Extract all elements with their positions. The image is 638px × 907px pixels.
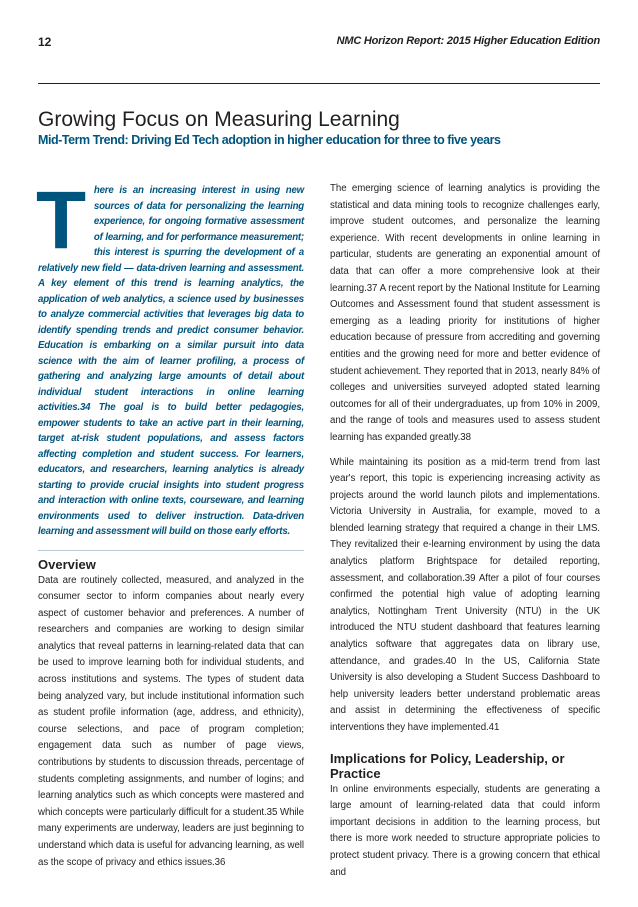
running-header: NMC Horizon Report: 2015 Higher Education Edition <box>336 35 600 47</box>
page-number: 12 <box>38 35 52 49</box>
policy-paragraph: In online environments especially, students are generating a large amount of learning-related data that could inform important decisions in addition to the learning process, but there is more work needed to structure appropriate policies to protect student privacy. There is a growing concern that ethical and <box>330 783 600 878</box>
section-title: Growing Focus on Measuring Learning <box>38 108 400 131</box>
right-column <box>330 183 600 889</box>
intro-paragraph <box>36 175 304 540</box>
drop-cap: T <box>36 175 86 266</box>
intro-text: here is an increasing interest in using new sources of data for personalizing the learning experience, for ongoing formative assessment of learning, and for performance measurement; this interest is spurring the development of a relatively new field — data-driven learning and assessment. A key element of this trend is learning analytics, the application of web analytics, a science used by businesses to analyze commercial activities that leverages big data to identify spending trends and predict consumer behavior. Education is embarking on a similar pursuit into data science with the aim of learner profiling, a process of gathering and analyzing large amounts of detail about individual student interactions in online learning activities.34 The goal is to build better pedagogies, empower students to take an active part in their learning, target at-risk student populations, and assess factors affecting completion and student success. For learners, educators, and researchers, learning analytics is already starting to provide crucial insights into student progress and interaction with online texts, courseware, and learning environments used to deliver instruction. Data-driven learning and assessment will build on those early efforts. <box>38 185 304 537</box>
left-column <box>36 175 304 879</box>
trend-paragraph: While maintaining its position as a mid-term trend from last year's report, this topic is experiencing increasing activity as projects around the world launch pilots and implementations. Victoria University in Australia, for example, moved to a blended learning strategy that required a change in their LMS. They revitalized their e-learning environment by using the data analytics platform Brightspace for detailed reporting, assessment, and collaboration.39 After a pilot of four courses confirmed the potential high value of adopting learning analytics, Nottingham Trent University (NTU) in the UK introduced the NTU student dashboard that features learning analytics software that aggregates data on library use, attendance, and grades.40 In the US, California State University is also developing a Student Success Dashboard to help university leaders better understand problematic areas and assist in determining the effectiveness of specific interventions they have implemented.41 <box>330 456 600 733</box>
overview-heading: Overview <box>38 550 304 572</box>
policy-heading: Implications for Policy, Leadership, or Practice <box>330 750 565 781</box>
header-rule <box>38 83 600 84</box>
analytics-paragraph: The emerging science of learning analytics is providing the statistical and data mining tools to recognize challenges early, improve student outcomes, and personalize the learning experience. With recent developments in online learning in particular, students are generating an exponential amount of data that can offer a more comprehensive look at their learning.37 A recent report by the National Institute for Learning Outcomes and Assessment found that student assessment is emerging as a leading priority for institutions of higher education because of pressure from accrediting and governing entities and the growing need for more and better evidence of student achievement. They reported that in 2013, nearly 84% of colleges and universities surveyed adopted stated learning outcomes for all of their undergraduates, up from 10% in 2009, and the range of tools and measures used to assess student learning has expanded greatly.38 <box>330 183 600 443</box>
section-subtitle: Mid-Term Trend: Driving Ed Tech adoption in higher education for three to five years <box>38 133 501 147</box>
overview-paragraph: Data are routinely collected, measured, and analyzed in the consumer sector to inform companies about nearly every aspect of customer behavior and preferences. A number of researchers and companies are working to design similar analytics that reveal patterns in learning-related data that can be used to improve learning both for individual students, and across institutions and systems. The types of student data being analyzed vary, but include institutional information such as student profile information (age, address, and ethnicity), course selections, and pace of program completion; engagement data such as number of page views, contributions by students to discussion threads, percentage of students completing assignments, and number of logins; and learning analytics such as which concepts were mastered and which concepts were particularly difficult for a student.35 While many experiments are underway, leaders are just beginning to understand which data is useful for advancing learning, as well as the scope of privacy and ethics issues.36 <box>38 574 304 868</box>
